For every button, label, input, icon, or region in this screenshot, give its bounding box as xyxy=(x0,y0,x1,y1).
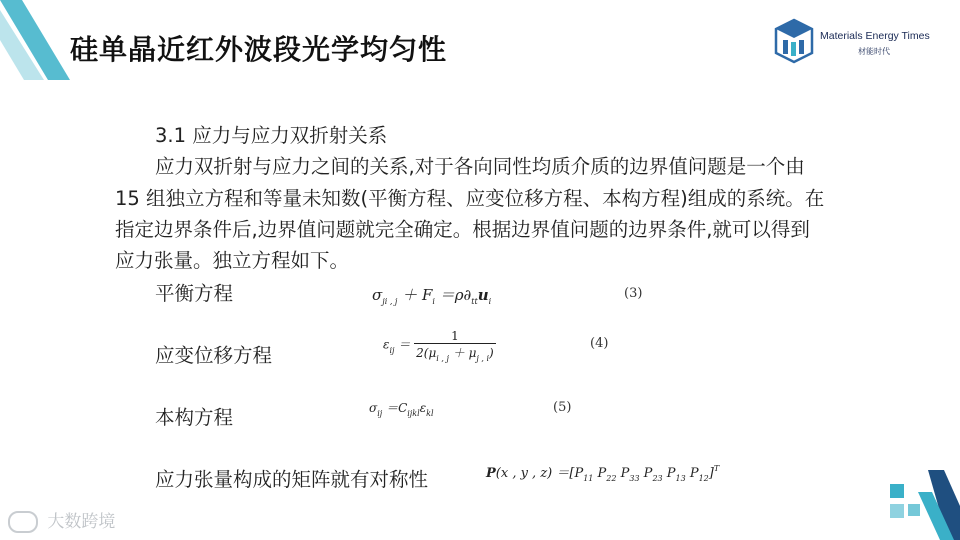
constitutive-equation: $\sigma_{ij} =C_{ijkl}\varepsilon_{kl}$ xyxy=(369,401,434,418)
brand-name-english: Materials Energy Times xyxy=(820,30,930,42)
equation-number: (3) xyxy=(624,286,643,301)
top-left-decoration xyxy=(0,0,80,80)
paragraph-line: 应力双折射与应力之间的关系,对于各向同性均质介质的边界值问题是一个由 xyxy=(155,155,805,178)
bottom-right-decoration xyxy=(888,470,960,540)
brand-name-chinese: 材能时代 xyxy=(858,47,890,56)
equation-number: (5) xyxy=(553,400,572,415)
constitutive-equation-label: 本构方程 xyxy=(155,406,234,429)
equilibrium-equation: $\sigma_{ji , j} + F_i =\rho\partial_{tt}u_i$ xyxy=(372,286,492,306)
stress-tensor-vector: P(x , y , $z) =[P_{11}$ $P_{22}$ $P_{33}$ $P_{23}$ $P_{13}$ $P_{12}]^T$ xyxy=(486,464,720,483)
equilibrium-equation-label: 平衡方程 xyxy=(155,282,234,305)
paragraph-line: 指定边界条件后,边界值问题就完全确定。根据边界值问题的边界条件,就可以得到 xyxy=(115,218,810,241)
equation-number: (4) xyxy=(590,336,609,351)
section-heading: 3.1 应力与应力双折射关系 xyxy=(155,124,388,147)
strain-displacement-equation: $\varepsilon_{ij}$ ＝ $\frac{1}{2(\mu_{i , j} + \mu_{j , i})}$ xyxy=(383,329,494,363)
page-title: 硅单晶近红外波段光学均匀性 xyxy=(70,33,448,66)
paragraph-line: 15 组独立方程和等量未知数(平衡方程、应变位移方程、本构方程)组成的系统。在 xyxy=(115,187,825,210)
paragraph-line: 应力张量。独立方程如下。 xyxy=(115,249,350,272)
tensor-symmetry-label: 应力张量构成的矩阵就有对称性 xyxy=(155,468,429,491)
strain-displacement-equation-label: 应变位移方程 xyxy=(155,344,273,367)
materials-energy-times-logo xyxy=(774,18,814,64)
watermark-logo-icon xyxy=(8,511,38,533)
watermark-text: 大数跨境 xyxy=(47,512,116,532)
watermark xyxy=(8,507,115,533)
